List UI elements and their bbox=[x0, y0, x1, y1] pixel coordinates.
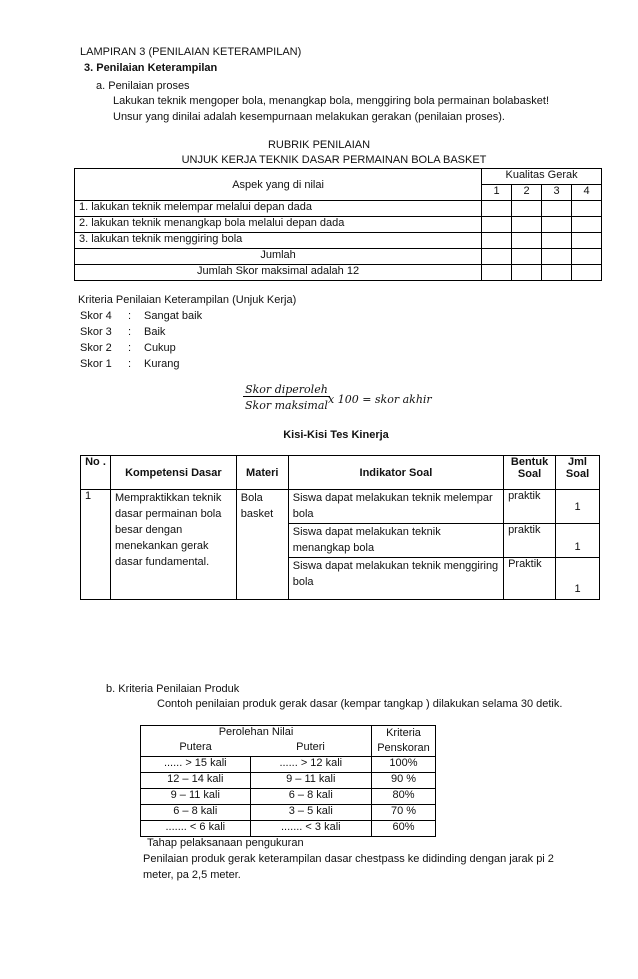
formula-numerator: Skor diperoleh bbox=[245, 383, 328, 396]
puteri-cell: ....... < 3 kali bbox=[250, 821, 371, 837]
header-indikator: Indikator Soal bbox=[288, 456, 503, 490]
instruction-line-2: Unsur yang dinilai adalah kesempurnaan melakukan gerakan (penilaian proses). bbox=[113, 111, 505, 123]
produk-para-1: Penilaian produk gerak keterampilan dasar chestpass ke didinding dengan jarak pi 2 bbox=[143, 853, 554, 865]
puteri-cell: 6 – 8 kali bbox=[250, 789, 371, 805]
rubrik-subtitle: UNJUK KERJA TEKNIK DASAR PERMAINAN BOLA BASKET bbox=[181, 154, 487, 166]
kriteria-title: Kriteria Penilaian Keterampilan (Unjuk Kerja) bbox=[78, 294, 297, 306]
jml-cell: 1 bbox=[556, 524, 600, 558]
skor-sep: : bbox=[128, 326, 132, 338]
jumlah-cell: Jumlah bbox=[75, 249, 482, 265]
table-row bbox=[141, 757, 436, 773]
skor-cell: 60% bbox=[372, 821, 436, 837]
putera-cell: ...... > 15 kali bbox=[141, 757, 251, 773]
produk-contoh: Contoh penilaian produk gerak dasar (kempar tangkap ) dilakukan selama 30 detik. bbox=[157, 698, 563, 710]
jml-cell: 1 bbox=[556, 558, 600, 600]
skor-desc: Baik bbox=[144, 326, 166, 338]
score-header: 4 bbox=[572, 185, 602, 201]
header-kriteria: Kriteria Penskoran bbox=[372, 726, 436, 757]
table-row bbox=[141, 789, 436, 805]
putera-cell: ....... < 6 kali bbox=[141, 821, 251, 837]
skor-label: Skor 3 bbox=[80, 326, 112, 338]
skor-label: Skor 1 bbox=[80, 358, 112, 370]
score-formula bbox=[243, 383, 330, 412]
table-row bbox=[75, 217, 602, 233]
formula-denominator: Skor maksimal bbox=[243, 396, 330, 412]
jml-cell: 1 bbox=[556, 490, 600, 524]
sub-heading-b: b. Kriteria Penilaian Produk bbox=[106, 683, 240, 695]
table-row bbox=[141, 821, 436, 837]
table-row bbox=[75, 201, 602, 217]
skor-label: Skor 4 bbox=[80, 310, 112, 322]
puteri-cell: 9 – 11 kali bbox=[250, 773, 371, 789]
col-aspek-header: Aspek yang di nilai bbox=[75, 169, 482, 201]
aspek-cell: 2. lakukan teknik menangkap bola melalui depan dada bbox=[75, 217, 482, 233]
skor-sep: : bbox=[128, 310, 132, 322]
puteri-cell: ...... > 12 kali bbox=[250, 757, 371, 773]
skor-desc: Kurang bbox=[144, 358, 180, 370]
skor-cell: 100% bbox=[372, 757, 436, 773]
lampiran-title: LAMPIRAN 3 (PENILAIAN KETERAMPILAN) bbox=[80, 46, 302, 58]
header-jml: Jml Soal bbox=[556, 456, 600, 490]
putera-cell: 6 – 8 kali bbox=[141, 805, 251, 821]
skor-sep: : bbox=[128, 358, 132, 370]
skor-sep: : bbox=[128, 342, 132, 354]
skor-desc: Cukup bbox=[144, 342, 176, 354]
header-materi: Materi bbox=[236, 456, 288, 490]
table-row bbox=[141, 805, 436, 821]
table-row bbox=[75, 265, 602, 281]
section-title: 3. Penilaian Keterampilan bbox=[84, 62, 218, 74]
table-row bbox=[81, 490, 600, 524]
produk-table bbox=[140, 725, 436, 837]
aspek-cell: 3. lakukan teknik menggiring bola bbox=[75, 233, 482, 249]
materi-cell: Bola basket bbox=[236, 490, 288, 600]
score-header: 1 bbox=[482, 185, 512, 201]
indikator-cell: Siswa dapat melakukan teknik menangkap bola bbox=[288, 524, 503, 558]
skor-cell: 70 % bbox=[372, 805, 436, 821]
header-perolehan: Perolehan Nilai bbox=[141, 726, 372, 742]
produk-para-2: meter, pa 2,5 meter. bbox=[143, 869, 241, 881]
jumlah-max-cell: Jumlah Skor maksimal adalah 12 bbox=[75, 265, 482, 281]
score-header: 3 bbox=[542, 185, 572, 201]
skor-label: Skor 2 bbox=[80, 342, 112, 354]
skor-cell: 90 % bbox=[372, 773, 436, 789]
rubrik-title: RUBRIK PENILAIAN bbox=[267, 139, 371, 151]
indikator-cell: Siswa dapat melakukan teknik melempar bola bbox=[288, 490, 503, 524]
kisi-table bbox=[80, 455, 600, 600]
header-bentuk: Bentuk Soal bbox=[504, 456, 556, 490]
bentuk-cell: praktik bbox=[504, 490, 556, 524]
putera-cell: 12 – 14 kali bbox=[141, 773, 251, 789]
col-kualitas-header: Kualitas Gerak bbox=[482, 169, 602, 185]
skor-desc: Sangat baik bbox=[144, 310, 203, 322]
formula-rest: x 100 = skor akhir bbox=[328, 393, 432, 406]
sub-heading-a: a. Penilaian proses bbox=[96, 80, 190, 92]
header-putera: Putera bbox=[141, 741, 251, 757]
puteri-cell: 3 – 5 kali bbox=[250, 805, 371, 821]
indikator-cell: Siswa dapat melakukan teknik menggiring bola bbox=[288, 558, 503, 600]
tahap-text: Tahap pelaksanaan pengukuran bbox=[147, 837, 304, 849]
header-no: No . bbox=[81, 456, 111, 490]
aspek-cell: 1. lakukan teknik melempar melalui depan dada bbox=[75, 201, 482, 217]
table-row bbox=[75, 233, 602, 249]
score-header: 2 bbox=[512, 185, 542, 201]
instruction-line-1: Lakukan teknik mengoper bola, menangkap bola, menggiring bola permainan bolabasket! bbox=[113, 95, 550, 107]
rubrik-table bbox=[74, 168, 602, 281]
kisi-title: Kisi-Kisi Tes Kinerja bbox=[283, 429, 389, 441]
table-row bbox=[141, 773, 436, 789]
bentuk-cell: Praktik bbox=[504, 558, 556, 600]
table-row bbox=[75, 249, 602, 265]
skor-cell: 80% bbox=[372, 789, 436, 805]
header-kompetensi: Kompetensi Dasar bbox=[110, 456, 236, 490]
header-puteri: Puteri bbox=[250, 741, 371, 757]
putera-cell: 9 – 11 kali bbox=[141, 789, 251, 805]
no-cell: 1 bbox=[81, 490, 111, 600]
kompetensi-cell: Mempraktikkan teknik dasar permainan bola besar dengan menekankan gerak dasar fundamental. bbox=[110, 490, 236, 600]
bentuk-cell: praktik bbox=[504, 524, 556, 558]
